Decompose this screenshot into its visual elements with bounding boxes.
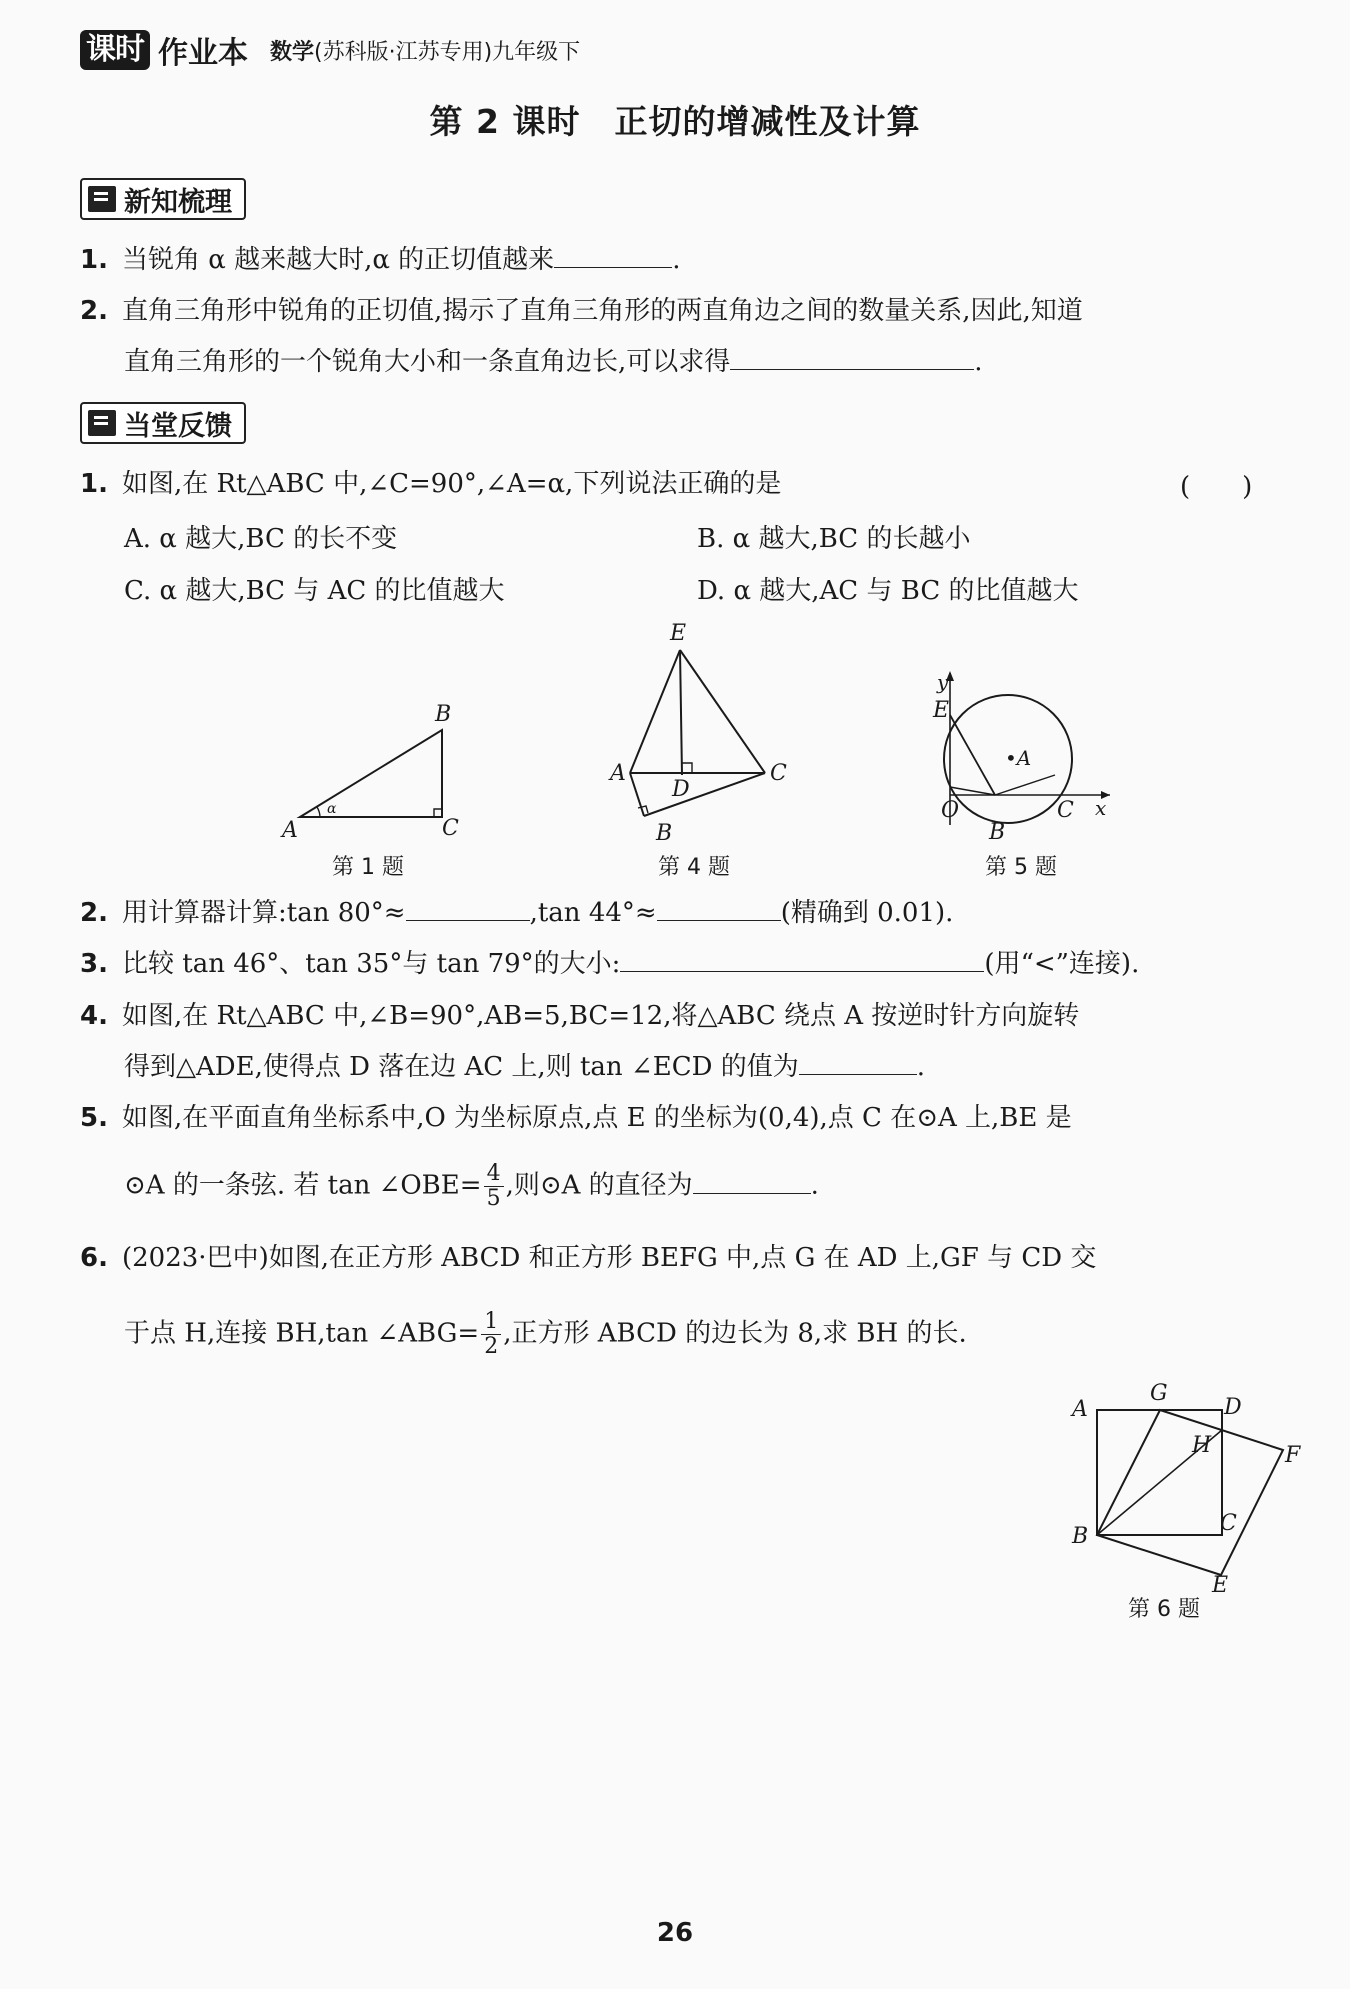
question-text: (2023·巴中)如图,在正方形 ABCD 和正方形 BEFG 中,点 G 在 AD 上,GF 与 CD 交 <box>122 1243 1097 1273</box>
punct: . <box>916 1052 925 1082</box>
label-alpha: α <box>327 801 337 817</box>
question <box>80 466 781 502</box>
figure-5-caption: 第 5 题 <box>985 855 1057 880</box>
question-number: 2. <box>80 898 108 928</box>
section-header-new-knowledge <box>80 178 246 220</box>
question-continuation <box>124 1310 967 1359</box>
label-b: B <box>1072 1524 1089 1549</box>
question-text: 用计算器计算:tan 80°≈ <box>122 898 406 928</box>
punct: . <box>974 347 983 377</box>
section-title: 当堂反馈 <box>124 410 232 442</box>
answer-blank[interactable] <box>730 345 974 370</box>
question-text: ⊙A 的一条弦. 若 tan ∠OBE= <box>124 1170 482 1201</box>
option-c[interactable]: C. α 越大,BC 与 AC 的比值越大 <box>124 576 505 606</box>
section-header-class-feedback <box>80 402 246 444</box>
book-icon <box>88 186 116 212</box>
question-text: 于点 H,连接 BH,tan ∠ABG= <box>124 1318 480 1349</box>
question-text: ,tan 44°≈ <box>529 898 657 928</box>
label-e: E <box>670 621 687 646</box>
label-b: B <box>989 820 1006 845</box>
question-text: 如图,在 Rt△ABC 中,∠C=90°,∠A=α,下列说法正确的是 <box>122 469 782 499</box>
question-text: 得到△ADE,使得点 D 落在边 AC 上,则 tan ∠ECD 的值为 <box>124 1052 799 1082</box>
label-g: G <box>1150 1381 1168 1406</box>
label-x: x <box>1095 796 1107 820</box>
figure-1-caption: 第 1 题 <box>332 855 404 880</box>
figure-6-squares <box>1060 1380 1301 1598</box>
option-d[interactable]: D. α 越大,AC 与 BC 的比值越大 <box>697 576 1079 606</box>
brand-logo: 课时 <box>80 30 150 70</box>
label-o: O <box>941 798 960 823</box>
section-title: 新知梳理 <box>124 186 232 218</box>
option-a[interactable]: A. α 越大,BC 的长不变 <box>124 524 398 554</box>
figure-6-caption: 第 6 题 <box>1128 1597 1200 1622</box>
edition: (苏科版·江苏专用)九年级下 <box>314 39 581 65</box>
figure-1-triangle <box>270 695 470 845</box>
question <box>80 998 1079 1034</box>
pencil-icon <box>88 410 116 436</box>
label-a: A <box>282 818 298 843</box>
answer-blank[interactable] <box>799 1050 917 1075</box>
label-f: F <box>1285 1443 1301 1468</box>
question <box>80 242 680 278</box>
figure-5-circle-coordinates <box>925 665 1115 845</box>
label-d: D <box>1224 1395 1242 1420</box>
question-number: 1. <box>80 245 108 275</box>
question-text: 如图,在平面直角坐标系中,O 为坐标原点,点 E 的坐标为(0,4),点 C 在⊙A 上,BE 是 <box>122 1103 1072 1133</box>
label-b: B <box>435 702 452 727</box>
label-e: E <box>933 698 950 723</box>
brand-title: 作业本 <box>158 36 248 71</box>
subject: 数学 <box>270 39 315 65</box>
question-number: 1. <box>80 469 108 499</box>
page-header <box>80 28 580 72</box>
answer-blank[interactable] <box>554 243 672 268</box>
question-text: ,正方形 ABCD 的边长为 8,求 BH 的长. <box>503 1318 967 1349</box>
denominator: 5 <box>486 1186 501 1211</box>
question-number: 3. <box>80 949 108 979</box>
question-continuation <box>124 344 983 380</box>
page-number: 26 <box>656 1918 694 1948</box>
label-a: A <box>1072 1397 1088 1422</box>
option-b[interactable]: B. α 越大,BC 的长越小 <box>697 524 971 554</box>
question-continuation <box>124 1049 925 1085</box>
question-text: 直角三角形中锐角的正切值,揭示了直角三角形的两直角边之间的数量关系,因此,知道 <box>122 296 1083 326</box>
question <box>80 1240 1096 1276</box>
question-text: 比较 tan 46°、tan 35°与 tan 79°的大小: <box>122 949 621 979</box>
label-d: D <box>672 777 690 802</box>
question-text: ,则⊙A 的直径为 <box>505 1170 693 1201</box>
label-b: B <box>656 821 673 846</box>
question-text: 直角三角形的一个锐角大小和一条直角边长,可以求得 <box>124 347 731 377</box>
label-a: •A <box>1005 746 1032 770</box>
question-text: 如图,在 Rt△ABC 中,∠B=90°,AB=5,BC=12,将△ABC 绕点 A 按逆时针方向旋转 <box>122 1001 1080 1031</box>
question-number: 4. <box>80 1001 108 1031</box>
question <box>80 946 1139 982</box>
question <box>80 1100 1072 1136</box>
numerator: 4 <box>484 1162 504 1187</box>
answer-blank[interactable] <box>657 896 781 921</box>
fraction-1-2 <box>481 1310 501 1359</box>
label-c: C <box>770 761 787 786</box>
numerator: 1 <box>481 1310 501 1335</box>
question-number: 5. <box>80 1103 108 1133</box>
book-info <box>270 35 580 66</box>
label-e: E <box>1212 1573 1229 1598</box>
figure-4-rotated-triangles <box>600 620 800 845</box>
label-y: y <box>937 670 949 694</box>
figure-4-caption: 第 4 题 <box>658 855 730 880</box>
label-a: A <box>610 761 626 786</box>
answer-blank[interactable] <box>406 896 530 921</box>
punct: . <box>672 245 681 275</box>
fraction-4-5 <box>484 1162 504 1211</box>
question-number: 6. <box>80 1243 108 1273</box>
answer-blank[interactable] <box>620 947 984 972</box>
question-text: 当锐角 α 越来越大时,α 的正切值越来 <box>122 245 555 275</box>
question-text: (用“<”连接). <box>984 949 1140 979</box>
answer-bracket[interactable]: ( ) <box>1180 472 1253 502</box>
label-c: C <box>1220 1511 1237 1536</box>
answer-blank[interactable] <box>693 1169 811 1194</box>
label-c: C <box>1057 798 1074 823</box>
question-text: (精确到 0.01). <box>780 898 954 928</box>
question-number: 2. <box>80 296 108 326</box>
question-continuation <box>124 1162 819 1211</box>
label-h: H <box>1192 1433 1212 1458</box>
punct: . <box>810 1170 819 1201</box>
question <box>80 895 953 931</box>
lesson-title: 第 2 课时 正切的增减性及计算 <box>429 102 921 141</box>
question <box>80 293 1083 329</box>
denominator: 2 <box>484 1334 499 1359</box>
label-c: C <box>442 816 459 841</box>
